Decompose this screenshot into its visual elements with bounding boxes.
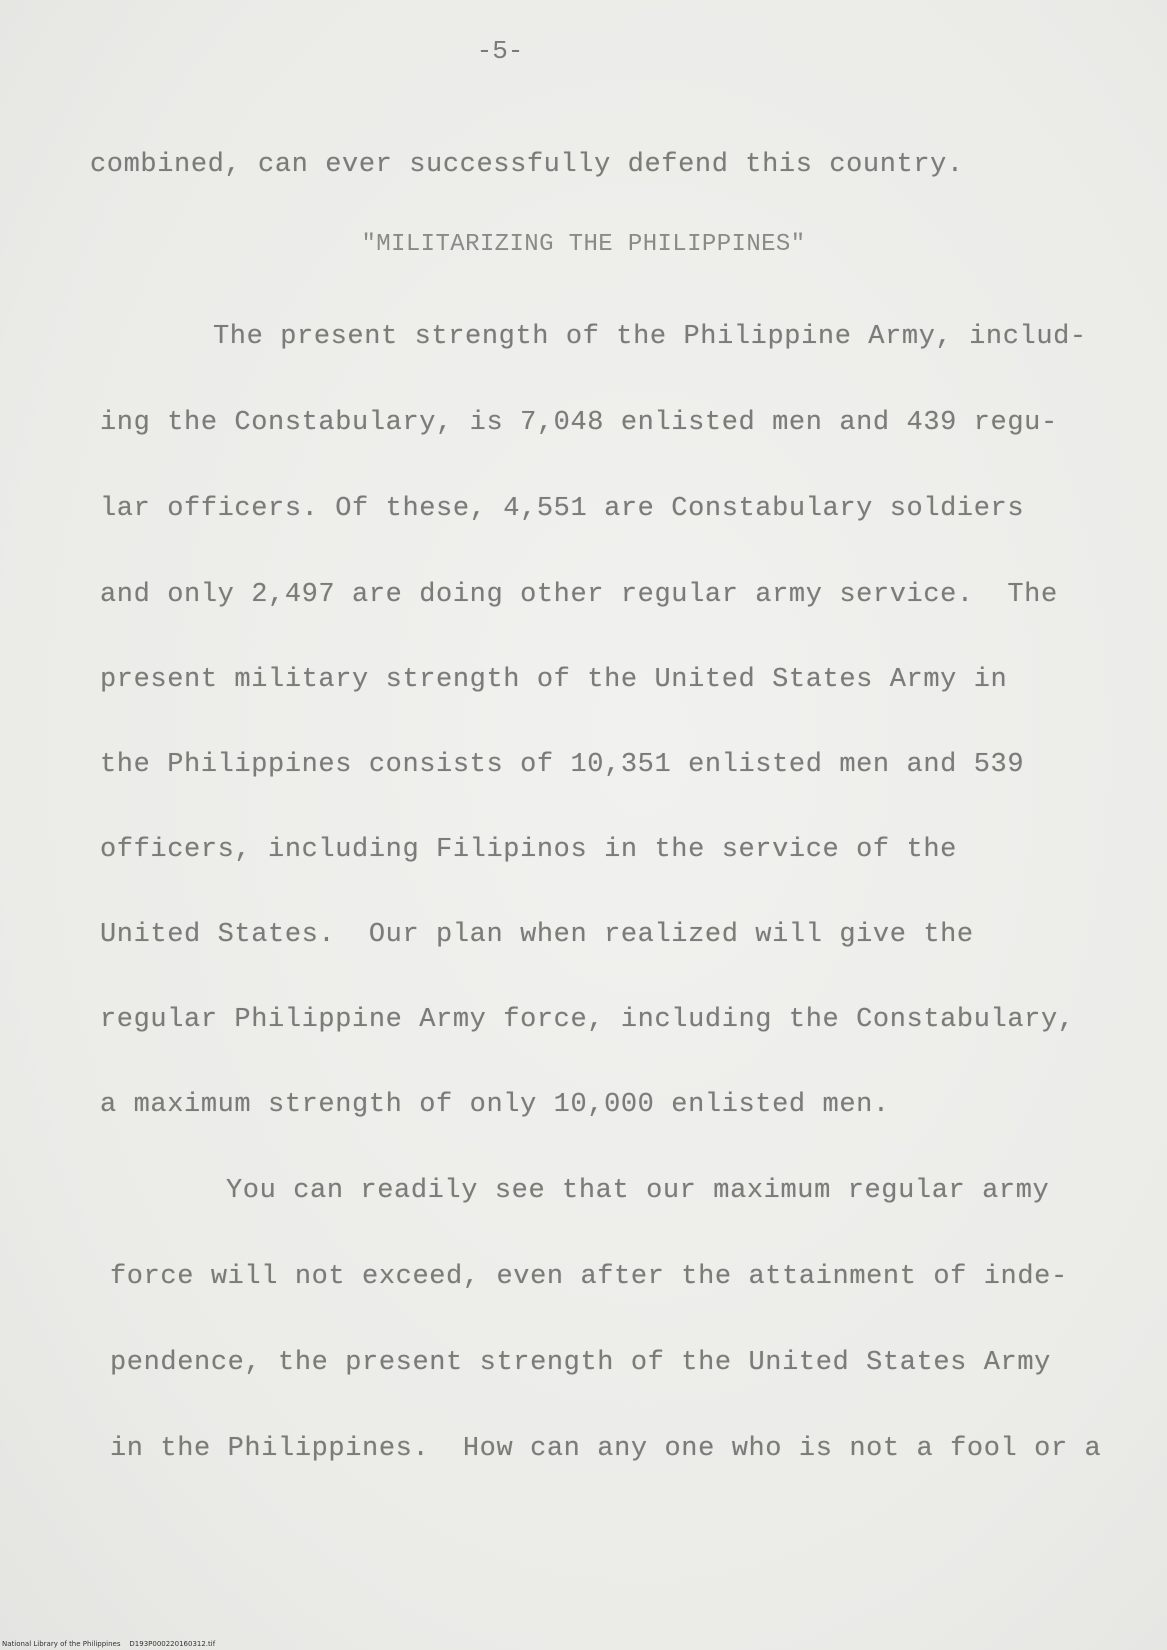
text-line-7: the Philippines consists of 10,351 enlisted men and 539	[100, 750, 1025, 780]
text-line-10: regular Philippine Army force, including the Constabulary,	[100, 1005, 1075, 1035]
section-heading: "MILITARIZING THE PHILIPPINES"	[361, 231, 806, 258]
text-line-4: lar officers. Of these, 4,551 are Constabulary soldiers	[100, 494, 1025, 524]
text-line-2: The present strength of the Philippine Army, includ-	[213, 322, 1087, 352]
page-number: -5-	[476, 36, 524, 66]
text-line-9: United States. Our plan when realized will give the	[100, 920, 974, 950]
text-line-13: force will not exceed, even after the attainment of inde-	[110, 1262, 1068, 1292]
text-line-15: in the Philippines. How can any one who is not a fool or a	[110, 1434, 1102, 1464]
text-line-3: ing the Constabulary, is 7,048 enlisted men and 439 regu-	[100, 408, 1058, 438]
text-line-1: combined, can ever successfully defend this country.	[90, 150, 964, 180]
text-line-14: pendence, the present strength of the United States Army	[110, 1348, 1051, 1378]
text-line-12: You can readily see that our maximum regular army	[226, 1176, 1050, 1206]
archive-footer: National Library of the Philippines D193P000220160312.tif	[2, 1640, 216, 1648]
text-line-5: and only 2,497 are doing other regular army service. The	[100, 580, 1058, 610]
text-line-8: officers, including Filipinos in the service of the	[100, 835, 957, 865]
text-line-6: present military strength of the United States Army in	[100, 665, 1008, 695]
text-line-11: a maximum strength of only 10,000 enlisted men.	[100, 1090, 890, 1120]
